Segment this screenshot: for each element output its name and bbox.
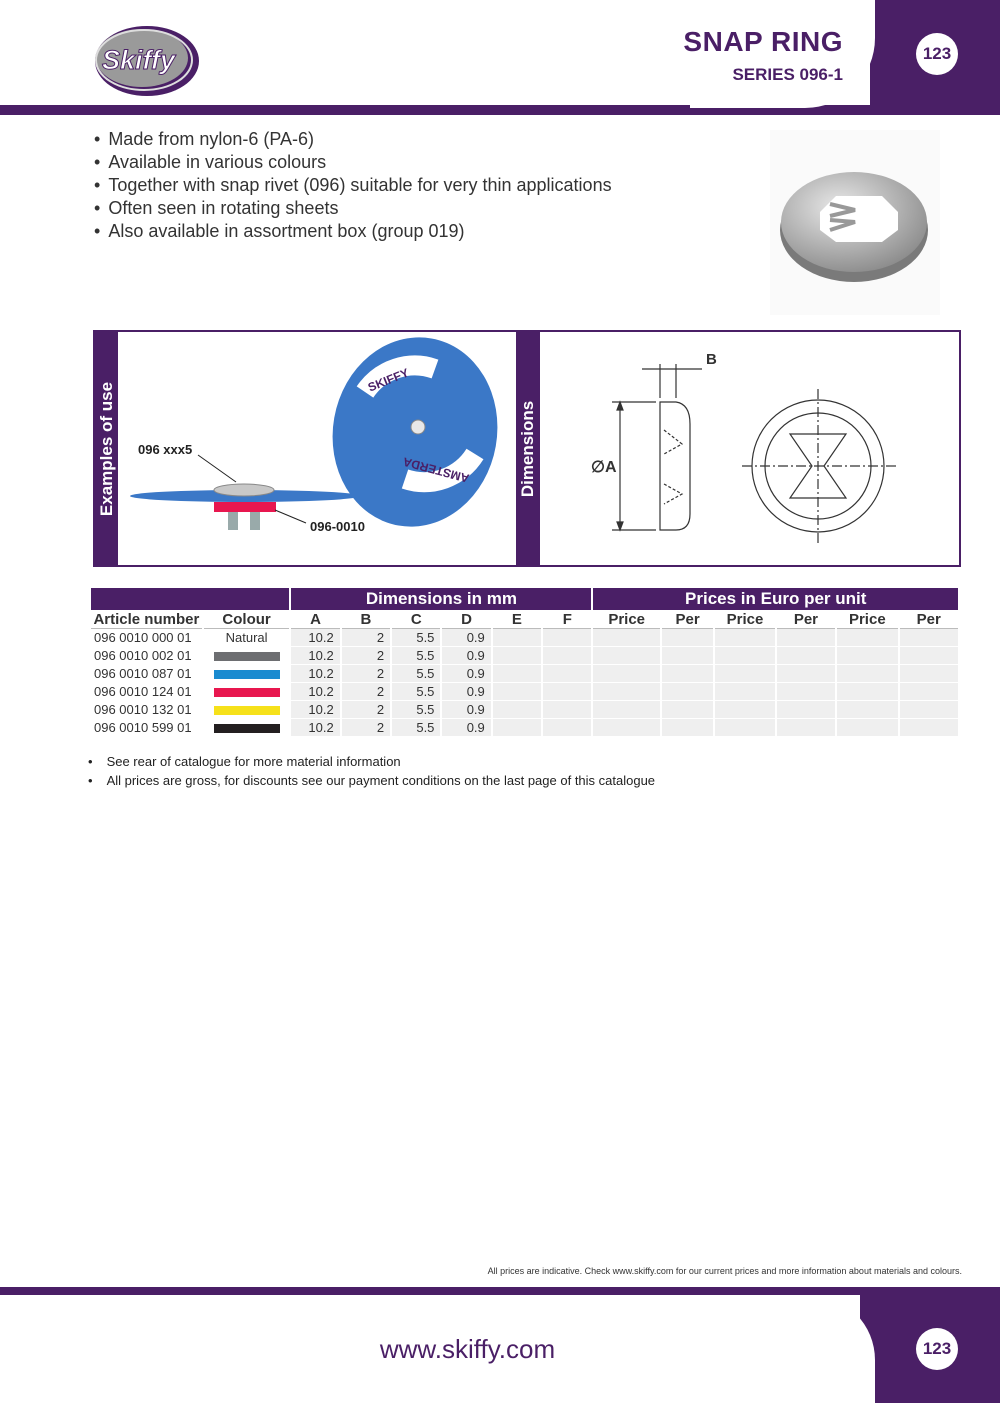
empty-cell (715, 719, 774, 736)
dim-c-cell: 5.5 (392, 701, 440, 718)
feature-item: • Available in various colours (94, 151, 612, 174)
price-disclaimer: All prices are indicative. Check www.skiffy.com for our current prices and more information about materials and colours. (487, 1266, 962, 1276)
empty-cell (593, 683, 659, 700)
colour-cell (204, 719, 290, 736)
empty-cell (543, 629, 591, 646)
column-header: E (493, 610, 541, 629)
dim-b-cell: 2 (342, 719, 390, 736)
column-header: Price (837, 610, 897, 629)
colour-cell (204, 701, 290, 718)
dim-d-cell: 0.9 (442, 683, 490, 700)
column-header: Per (777, 610, 835, 629)
colour-cell (204, 665, 290, 682)
article-number-cell: 096 0010 000 01 (91, 629, 202, 646)
dim-b-label: B (706, 351, 717, 368)
column-header: D (442, 610, 490, 629)
dim-c-cell: 5.5 (392, 629, 440, 646)
dim-d-cell: 0.9 (442, 719, 490, 736)
website-link[interactable]: www.skiffy.com (379, 1334, 556, 1364)
empty-cell (662, 701, 713, 718)
feature-item: • Often seen in rotating sheets (94, 197, 612, 220)
empty-cell (900, 701, 958, 718)
empty-cell (543, 701, 591, 718)
empty-cell (837, 701, 897, 718)
column-header: Price (593, 610, 659, 629)
empty-cell (837, 647, 897, 664)
article-number-cell: 096 0010 599 01 (91, 719, 202, 736)
dim-c-cell: 5.5 (392, 683, 440, 700)
table-group-prices: Prices in Euro per unit (593, 588, 958, 610)
article-number-cell: 096 0010 087 01 (91, 665, 202, 682)
empty-cell (715, 665, 774, 682)
empty-cell (837, 719, 897, 736)
empty-cell (543, 665, 591, 682)
empty-cell (900, 665, 958, 682)
page-title: SNAP RING (683, 26, 843, 57)
table-group-blank (91, 588, 289, 610)
empty-cell (493, 701, 541, 718)
empty-cell (715, 647, 774, 664)
column-header: Price (715, 610, 774, 629)
disc-text-bottom: AMSTERDA (401, 454, 471, 486)
article-number-cell: 096 0010 002 01 (91, 647, 202, 664)
dim-c-cell: 5.5 (392, 665, 440, 682)
colour-swatch (214, 688, 280, 697)
table-row (91, 719, 958, 736)
dimension-drawing (542, 334, 958, 563)
dim-a-cell: 10.2 (291, 719, 339, 736)
colour-swatch (214, 724, 280, 733)
dim-b-cell: 2 (342, 683, 390, 700)
skiffy-logo (92, 22, 207, 98)
dim-b-cell: 2 (342, 629, 390, 646)
empty-cell (900, 719, 958, 736)
empty-cell (662, 647, 713, 664)
empty-cell (493, 647, 541, 664)
dim-b-cell: 2 (342, 647, 390, 664)
table-row (91, 701, 958, 718)
table-row (91, 647, 958, 664)
spec-table (89, 588, 960, 737)
page-number-badge: 123 (916, 33, 958, 75)
colour-cell: Natural (204, 629, 290, 646)
empty-cell (493, 719, 541, 736)
dim-d-cell: 0.9 (442, 629, 490, 646)
column-header: B (342, 610, 390, 629)
empty-cell (593, 629, 659, 646)
empty-cell (777, 647, 835, 664)
dim-a-cell: 10.2 (291, 683, 339, 700)
empty-cell (900, 647, 958, 664)
empty-cell (543, 683, 591, 700)
header-rule (0, 105, 1000, 115)
empty-cell (837, 629, 897, 646)
column-header: A (291, 610, 339, 629)
feature-item: • Made from nylon-6 (PA-6) (94, 128, 612, 151)
table-group-dimensions: Dimensions in mm (291, 588, 591, 610)
dim-a-cell: 10.2 (291, 701, 339, 718)
colour-swatch (214, 670, 280, 679)
empty-cell (777, 701, 835, 718)
callout-rivet: 096 xxx5 (138, 442, 193, 457)
note-item: • All prices are gross, for discounts see our payment conditions on the last page of this catalogue (86, 771, 655, 790)
dim-b-cell: 2 (342, 665, 390, 682)
empty-cell (593, 647, 659, 664)
empty-cell (837, 683, 897, 700)
empty-cell (777, 719, 835, 736)
colour-swatch (214, 652, 280, 661)
empty-cell (543, 719, 591, 736)
colour-swatch (214, 706, 280, 715)
article-number-cell: 096 0010 132 01 (91, 701, 202, 718)
empty-cell (715, 629, 774, 646)
empty-cell (493, 683, 541, 700)
dim-b-cell: 2 (342, 701, 390, 718)
feature-list (94, 128, 612, 243)
empty-cell (593, 665, 659, 682)
callout-ring: 096-0010 (310, 519, 365, 534)
dim-d-cell: 0.9 (442, 647, 490, 664)
footer-rule (0, 1287, 1000, 1295)
table-row (91, 683, 958, 700)
empty-cell (777, 629, 835, 646)
table-row (91, 629, 958, 646)
disc-text-top: SKIFFY (365, 365, 411, 395)
empty-cell (543, 647, 591, 664)
empty-cell (662, 665, 713, 682)
dim-c-cell: 5.5 (392, 647, 440, 664)
column-header: Colour (204, 610, 290, 629)
column-header: C (392, 610, 440, 629)
dim-a-cell: 10.2 (291, 665, 339, 682)
feature-item: • Also available in assortment box (group 019) (94, 220, 612, 243)
dim-d-cell: 0.9 (442, 701, 490, 718)
dim-d-cell: 0.9 (442, 665, 490, 682)
empty-cell (493, 665, 541, 682)
article-number-cell: 096 0010 124 01 (91, 683, 202, 700)
column-header: Article number (91, 610, 202, 629)
empty-cell (593, 719, 659, 736)
empty-cell (662, 683, 713, 700)
footer-page-number-badge: 123 (916, 1328, 958, 1370)
dim-a-cell: 10.2 (291, 647, 339, 664)
empty-cell (777, 683, 835, 700)
empty-cell (662, 629, 713, 646)
empty-cell (837, 665, 897, 682)
column-header: Per (662, 610, 713, 629)
dim-c-cell: 5.5 (392, 719, 440, 736)
empty-cell (662, 719, 713, 736)
empty-cell (777, 665, 835, 682)
product-photo (770, 130, 940, 315)
empty-cell (900, 629, 958, 646)
column-header: Per (900, 610, 958, 629)
empty-cell (900, 683, 958, 700)
colour-cell (204, 647, 290, 664)
dim-a-label: ∅A (591, 459, 617, 476)
note-item: • See rear of catalogue for more material information (86, 752, 655, 771)
notes-list (86, 752, 655, 790)
dim-a-cell: 10.2 (291, 629, 339, 646)
column-header: F (543, 610, 591, 629)
dimensions-label: Dimensions (516, 332, 540, 565)
svg-text:Skiffy: Skiffy (102, 45, 176, 75)
feature-item: • Together with snap rivet (096) suitable for very thin applications (94, 174, 612, 197)
colour-cell (204, 683, 290, 700)
empty-cell (593, 701, 659, 718)
table-row (91, 665, 958, 682)
empty-cell (715, 683, 774, 700)
examples-label: Examples of use (95, 332, 118, 565)
empty-cell (493, 629, 541, 646)
series-subtitle: SERIES 096-1 (732, 65, 843, 84)
empty-cell (715, 701, 774, 718)
